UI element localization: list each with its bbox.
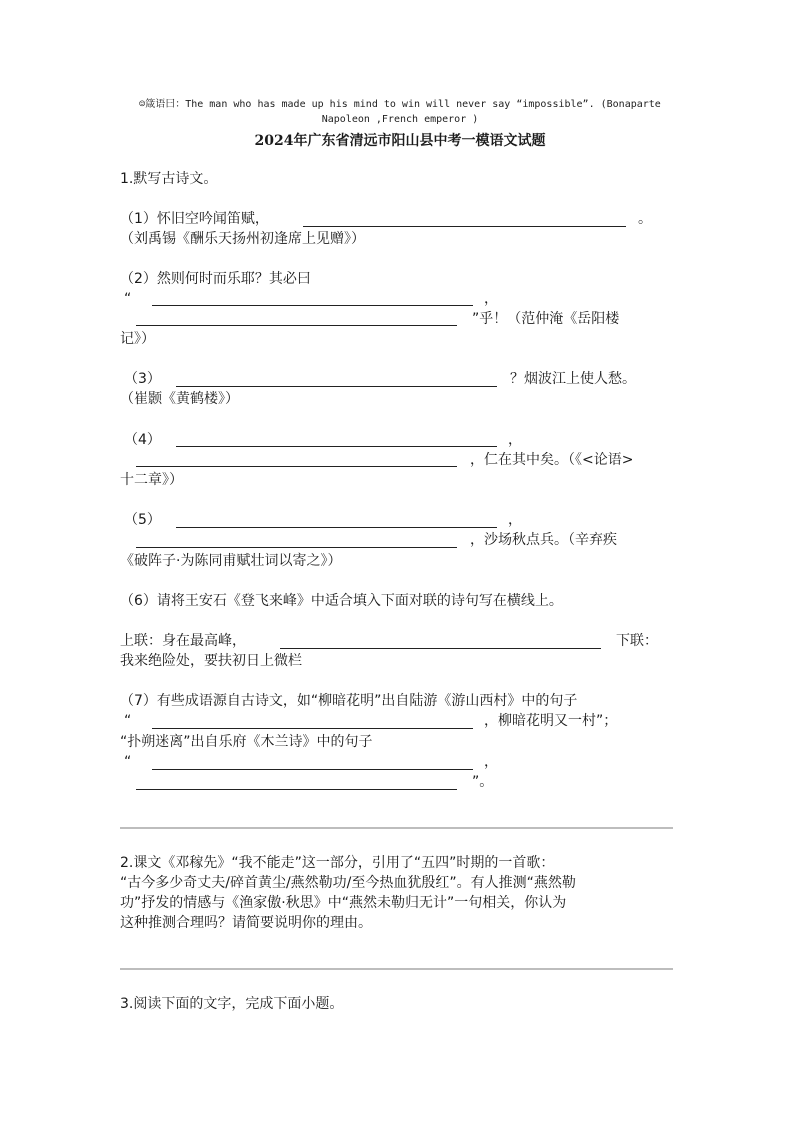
q1-item7-quote: “ xyxy=(124,713,132,729)
q1-item2-quote: “ xyxy=(124,291,132,307)
q2-line-2: “古今多少奇丈夫/碎首黄尘/燕然勒功/至今热血犹殷红”。有人推测“燕然勒 xyxy=(120,875,576,891)
motto-line-2: Napoleon ,French emperor ) xyxy=(321,114,479,125)
q1-item6-upper: 上联：身在最高峰， xyxy=(120,633,246,649)
q1-item6-blank[interactable] xyxy=(280,648,601,649)
q1-item7-blank-1[interactable] xyxy=(152,728,473,729)
q1-item4-blank-1[interactable] xyxy=(176,446,497,447)
q1-item2-blank-2[interactable] xyxy=(136,325,457,326)
q1-item7-end: ，柳暗花明又一村”； xyxy=(484,713,618,729)
q3-line-1: 3.阅读下面的文字，完成下面小题。 xyxy=(120,996,344,1012)
q1-item1-source: （刘禹锡《酬乐天扬州初逢席上见赠》） xyxy=(120,231,365,247)
q1-heading: 1.默写古诗文。 xyxy=(120,171,218,187)
q1-item2-prompt: （2）然则何时而乐耶？其必曰 xyxy=(120,271,311,287)
q1-item7-blank-2[interactable] xyxy=(152,769,473,770)
motto xyxy=(120,97,680,127)
q1-item7-line3: “扑朔迷离”出自乐府《木兰诗》中的句子 xyxy=(120,734,373,750)
q1-item3-number: （3） xyxy=(124,371,161,387)
q2-line-3: 功”抒发的情感与《渔家傲·秋思》中“燕然未勒归无计”一句相关，你认为 xyxy=(120,895,567,911)
q1-item7-prompt: （7）有些成语源自古诗文，如“柳暗花明”出自陆游《游山西村》中的句子 xyxy=(120,693,578,709)
q1-item7-blank-3[interactable] xyxy=(136,789,457,790)
q1-item1-blank[interactable] xyxy=(303,226,626,227)
motto-line-1: ☺箴语曰：The man who has made up his mind to win will never say “impossible”. (Bonaparte xyxy=(139,99,661,110)
q1-item6-lower-label: 下联： xyxy=(616,633,658,649)
q2-line-4: 这种推测合理吗？请简要说明你的理由。 xyxy=(120,915,372,931)
q1-item3-source: （崔颢《黄鹤楼》） xyxy=(120,391,239,407)
q1-item4-end: ，仁在其中矣。（《<论语> xyxy=(470,452,634,468)
divider xyxy=(120,827,673,829)
q1-item3-blank[interactable] xyxy=(176,386,497,387)
q1-item5-comma: ， xyxy=(508,512,522,528)
q1-item6-prompt: （6）请将王安石《登飞来峰》中适合填入下面对联的诗句写在横线上。 xyxy=(120,593,563,609)
q1-item5-end: ，沙场秋点兵。（辛弃疾 xyxy=(470,532,617,548)
q1-item5-source: 《破阵子·为陈同甫赋壮词以寄之》） xyxy=(120,553,342,569)
q1-item7-comma-2: ， xyxy=(484,754,498,770)
q1-item2-end: ”乎！（范仲淹《岳阳楼 xyxy=(472,311,620,327)
q1-item1-prompt: （1）怀旧空吟闻笛赋， xyxy=(120,211,269,227)
q1-item4-comma: ， xyxy=(508,432,522,448)
q1-item4-blank-2[interactable] xyxy=(136,466,457,467)
q1-item2-comma: ， xyxy=(484,291,498,307)
q1-item6-lower: 我来绝险处，要扶初日上微栏 xyxy=(120,653,302,669)
q2-line-1: 2.课文《邓稼先》“我不能走”这一部分，引用了“五四”时期的一首歌： xyxy=(120,855,555,871)
q1-item7-final: ”。 xyxy=(472,774,494,790)
q1-item3-end: ？烟波江上使人愁。 xyxy=(510,371,636,387)
page-title: 2024年广东省清远市阳山县中考一模语文试题 xyxy=(254,133,546,149)
q1-item1-end: 。 xyxy=(638,211,652,227)
divider xyxy=(120,968,673,970)
q1-item7-quote-2: “ xyxy=(124,754,132,770)
q1-item5-number: （5） xyxy=(124,512,161,528)
q1-item4-source: 十二章》） xyxy=(120,472,183,488)
q1-item2-blank-1[interactable] xyxy=(152,305,473,306)
q1-item4-number: （4） xyxy=(124,432,161,448)
q1-item2-source: 记》） xyxy=(120,331,155,347)
q1-item5-blank-2[interactable] xyxy=(136,547,457,548)
q1-item5-blank-1[interactable] xyxy=(176,527,497,528)
